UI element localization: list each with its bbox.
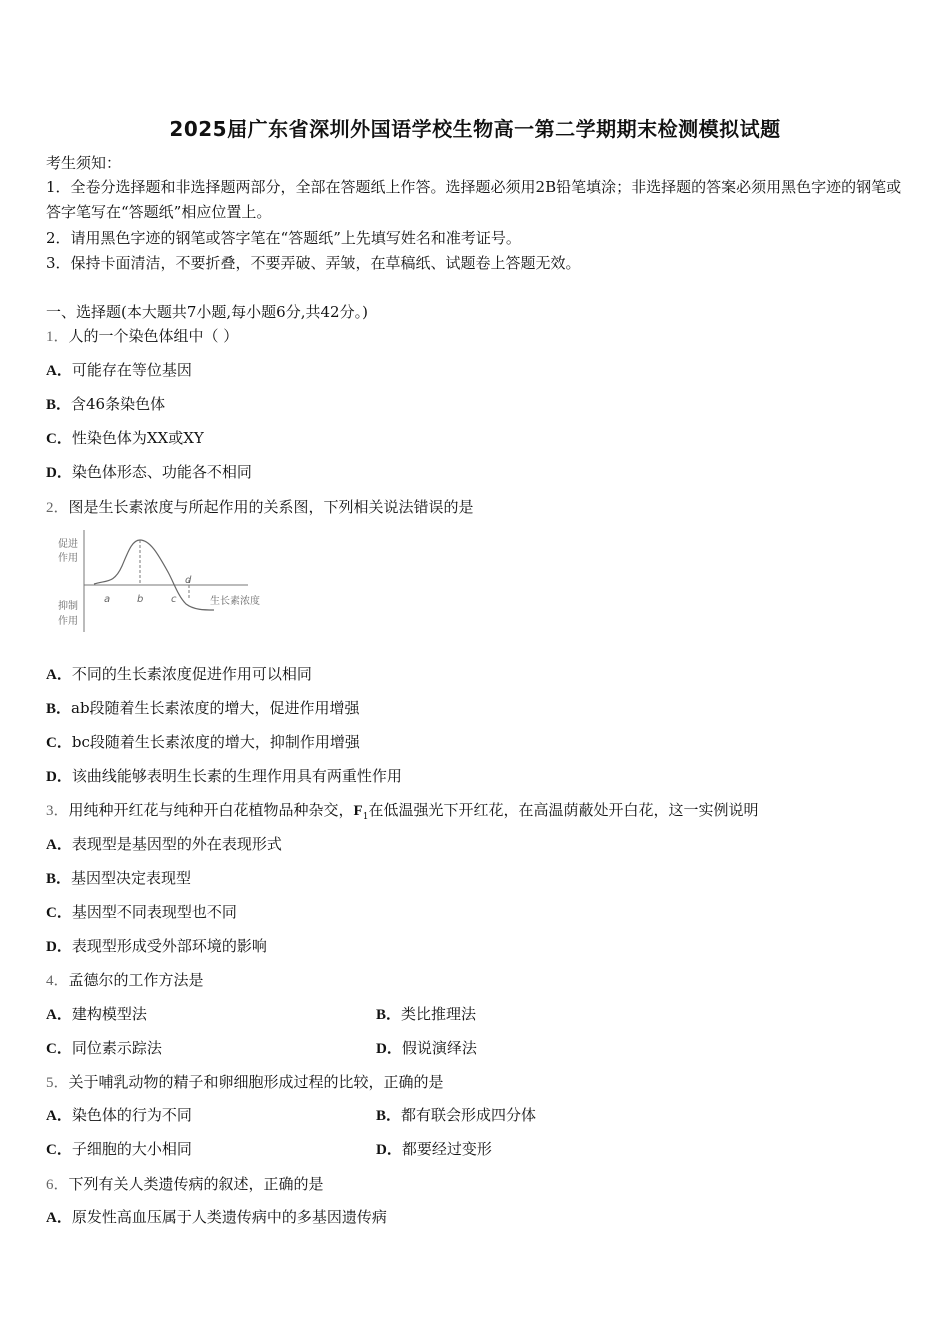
option-text: 表现型形成受外部环境的影响 [71,937,267,955]
question-6 [46,1174,324,1195]
notice-item-1: 1．全卷分选择题和非选择题两部分，全部在答题纸上作答。选择题必须用2B铅笔填涂；非选择题的答案必须用黑色字迹的钢笔或答字笔写在“答题纸”相应位置上。 [46,178,902,221]
option-text: 表现型是基因型的外在表现形式 [71,835,282,853]
q4-option-d [376,1038,477,1059]
q2-option-b [46,698,360,719]
q2-option-a [46,664,312,685]
q5-option-d [376,1139,492,1160]
section-heading: 一、选择题(本大题共7小题,每小题6分,共42分。) [46,303,368,321]
option-text: 基因型不同表现型也不同 [71,903,237,921]
page-title: 2025届广东省深圳外国语学校生物高一第二学期期末检测模拟试题 [169,117,781,141]
q1-option-b [46,394,165,415]
question-stem: 孟德尔的工作方法是 [68,971,204,989]
option-letter: B． [46,871,72,887]
point-b-label: b [137,594,144,605]
option-letter: C． [46,1142,72,1158]
notice-heading: 考生须知： [46,154,122,172]
option-text: 原发性高血压属于人类遗传病中的多基因遗传病 [71,1208,387,1226]
option-letter: D． [46,769,72,785]
question-number: 4． [46,973,69,989]
point-d-label: d [185,575,192,586]
q5-option-c [46,1139,192,1160]
option-letter: B． [376,1108,402,1124]
y-top-label-2: 作用 [58,553,78,564]
option-text: 都有联会形成四分体 [401,1106,537,1124]
question-number: 3． [46,803,69,819]
q6-option-a [46,1207,387,1228]
option-text: 染色体的行为不同 [71,1106,192,1124]
option-text: 染色体形态、功能各不相同 [71,463,252,481]
option-letter: B． [46,397,72,413]
option-letter: A． [46,1210,72,1226]
question-stem: 人的一个染色体组中（ ） [68,327,239,345]
option-letter: A． [46,667,72,683]
option-text: 都要经过变形 [401,1140,492,1158]
q1-option-d [46,462,252,483]
option-letter: A． [46,1108,72,1124]
f1-subscript: 1 [362,812,369,822]
point-a-label: a [104,594,111,605]
y-bottom-label-2: 作用 [58,616,78,627]
option-letter: D． [376,1142,402,1158]
q1-option-a [46,360,192,381]
y-bottom-label-1: 抑制 [58,601,78,612]
q3-option-d [46,936,267,957]
option-text: ab段随着生长素浓度的增大，促进作用增强 [71,699,360,717]
q5-option-b [376,1105,536,1126]
point-c-label: c [171,594,177,605]
q4-option-c [46,1038,162,1059]
option-text: 子细胞的大小相同 [71,1140,192,1158]
option-letter: A． [46,363,72,379]
q5-option-a [46,1105,192,1126]
y-top-label-1: 促进 [58,539,78,550]
q3-option-a [46,834,282,855]
question-1 [46,326,238,347]
question-5 [46,1072,444,1093]
option-text: 含46条染色体 [71,395,166,413]
option-text: 性染色体为XX或XY [71,429,204,447]
option-text: 该曲线能够表明生长素的生理作用具有两重性作用 [71,767,402,785]
auxin-response-curve [94,540,214,610]
q4-option-a [46,1004,147,1025]
option-text: 基因型决定表现型 [71,869,192,887]
option-letter: B． [46,701,72,717]
x-axis-label: 生长素浓度 [210,596,260,607]
question-stem-part-1: 用纯种开红花与纯种开白花植物品种杂交， [68,801,354,819]
option-letter: D． [46,465,72,481]
notice-item-2: 2．请用黑色字迹的钢笔或答字笔在“答题纸”上先填写姓名和准考证号。 [46,229,521,247]
notice-item-3: 3．保持卡面清洁，不要折叠，不要弄破、弄皱，在草稿纸、试题卷上答题无效。 [46,254,581,272]
auxin-curve-figure [50,528,280,636]
question-2 [46,497,474,518]
q1-option-c [46,428,204,449]
q4-option-b [376,1004,476,1025]
option-text: 不同的生长素浓度促进作用可以相同 [71,665,312,683]
option-letter: B． [376,1007,402,1023]
option-letter: D． [46,939,72,955]
question-stem: 下列有关人类遗传病的叙述，正确的是 [68,1175,324,1193]
question-stem: 关于哺乳动物的精子和卵细胞形成过程的比较，正确的是 [68,1073,444,1091]
q3-option-c [46,902,237,923]
question-number: 2． [46,500,69,516]
option-letter: C． [46,735,72,751]
option-letter: C． [46,1041,72,1057]
question-number: 5． [46,1075,69,1091]
question-4 [46,970,204,991]
option-letter: A． [46,1007,72,1023]
question-stem: 图是生长素浓度与所起作用的关系图，下列相关说法错误的是 [68,498,474,516]
option-text: 建构模型法 [71,1005,147,1023]
q2-option-c [46,732,360,753]
option-text: bc段随着生长素浓度的增大，抑制作用增强 [71,733,360,751]
question-3 [46,800,758,827]
option-text: 可能存在等位基因 [71,361,192,379]
q3-option-b [46,868,191,889]
option-text: 假说演绎法 [401,1039,477,1057]
option-letter: D． [376,1041,402,1057]
question-number: 6． [46,1177,69,1193]
option-letter: A． [46,837,72,853]
q2-option-d [46,766,402,787]
option-letter: C． [46,905,72,921]
question-number: 1． [46,329,69,345]
option-letter: C． [46,431,72,447]
option-text: 类比推理法 [401,1005,477,1023]
option-text: 同位素示踪法 [71,1039,162,1057]
question-stem-part-2: 在低温强光下开红花，在高温荫蔽处开白花，这一实例说明 [368,801,759,819]
f1-symbol: F [353,803,363,819]
